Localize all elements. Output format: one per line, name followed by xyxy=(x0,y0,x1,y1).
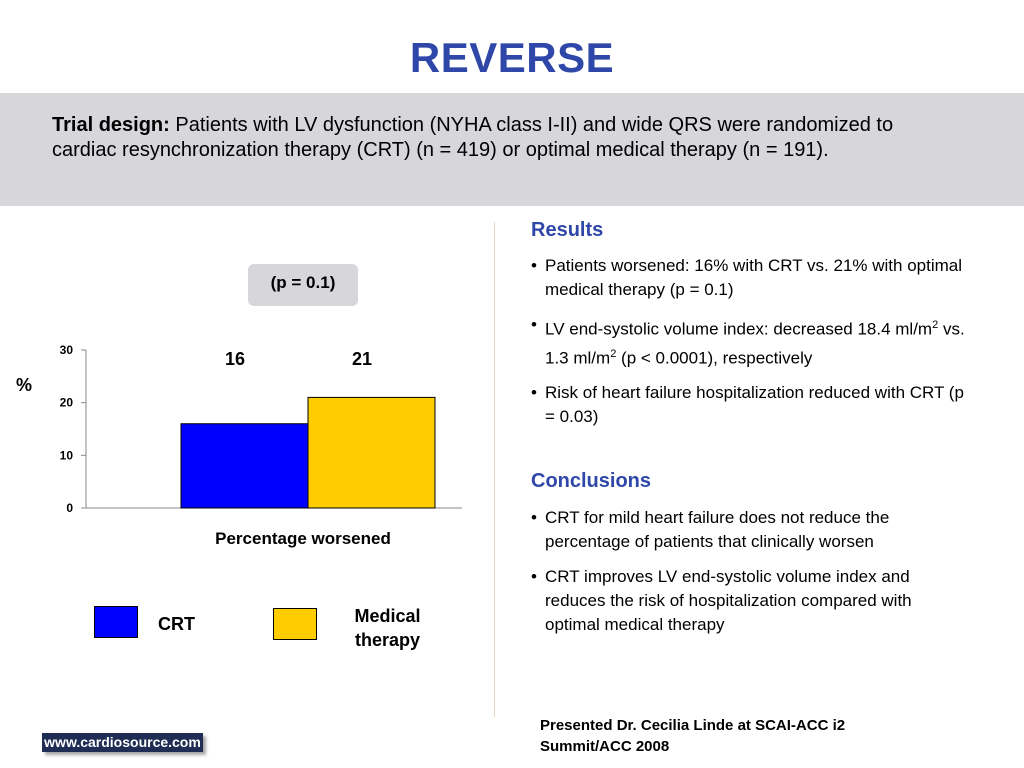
results-bullet-2-text-mid: vs. 1.3 ml/m xyxy=(545,319,965,368)
legend-label-medical xyxy=(340,604,435,652)
p-value-box: (p = 0.1) xyxy=(248,264,358,306)
presented-by: Presented Dr. Cecilia Linde at SCAI-ACC i2 Summit/ACC 2008 xyxy=(540,717,846,755)
slide-title: REVERSE xyxy=(409,34,615,81)
results-bullet-2-text-end: (p < 0.0001), respectively xyxy=(616,348,813,368)
x-axis-label: Percentage worsened xyxy=(215,529,391,548)
conclusions-bullet-2: • CRT improves LV end-systolic volume index and reduces the risk of hospitalization compared with optimal medical therapy xyxy=(531,565,971,637)
y-tick-label: 10 xyxy=(59,448,73,463)
data-label: 16 xyxy=(224,349,246,369)
data-label: 21 xyxy=(351,349,373,369)
results-bullet-2 xyxy=(531,313,971,370)
trial-design-label: Trial design: xyxy=(52,114,170,136)
conclusions-heading: Conclusions xyxy=(531,470,652,492)
conclusions-bullet-1: • CRT for mild heart failure does not reduce the percentage of patients that clinically worsen xyxy=(531,506,971,554)
data-labels xyxy=(225,349,372,369)
y-axis-label: % xyxy=(16,375,33,395)
bar-crt xyxy=(181,424,308,508)
results-heading: Results xyxy=(531,219,604,241)
y-tick-label: 30 xyxy=(59,343,73,357)
trial-design-text xyxy=(52,113,952,163)
legend-label-medical-line1: Medical xyxy=(354,606,421,626)
y-tick-label: 20 xyxy=(59,395,73,410)
conclusions-list xyxy=(531,506,971,648)
legend-label-medical-line2: therapy xyxy=(354,630,421,650)
results-bullet-1: • Patients worsened: 16% with CRT vs. 21% with optimal medical therapy (p = 0.1) xyxy=(531,254,971,302)
results-list xyxy=(531,254,971,440)
y-tick-label: 0 xyxy=(66,501,73,515)
bar-medical-therapy xyxy=(308,397,435,508)
superscript: 2 xyxy=(932,319,939,331)
results-bullet-3: • Risk of heart failure hospitalization reduced with CRT (p = 0.03) xyxy=(531,381,971,429)
results-bullet-2-text: LV end-systolic volume index: decreased 18.4 ml/m xyxy=(545,319,933,339)
cardiosource-logo[interactable]: www.cardiosource.com xyxy=(42,733,203,752)
legend-swatch-medical xyxy=(273,608,317,640)
trial-design-body: Patients with LV dysfunction (NYHA class I-II) and wide QRS were randomized to cardiac resynchronization therapy (CRT) (n = 419) or optimal medical therapy (n = 191). xyxy=(52,114,894,161)
legend-swatch-crt xyxy=(94,606,138,638)
bars xyxy=(181,397,435,508)
column-divider xyxy=(494,222,495,717)
bar-chart xyxy=(0,330,480,530)
legend-label-crt: CRT xyxy=(158,614,195,634)
superscript: 2 xyxy=(610,347,617,360)
